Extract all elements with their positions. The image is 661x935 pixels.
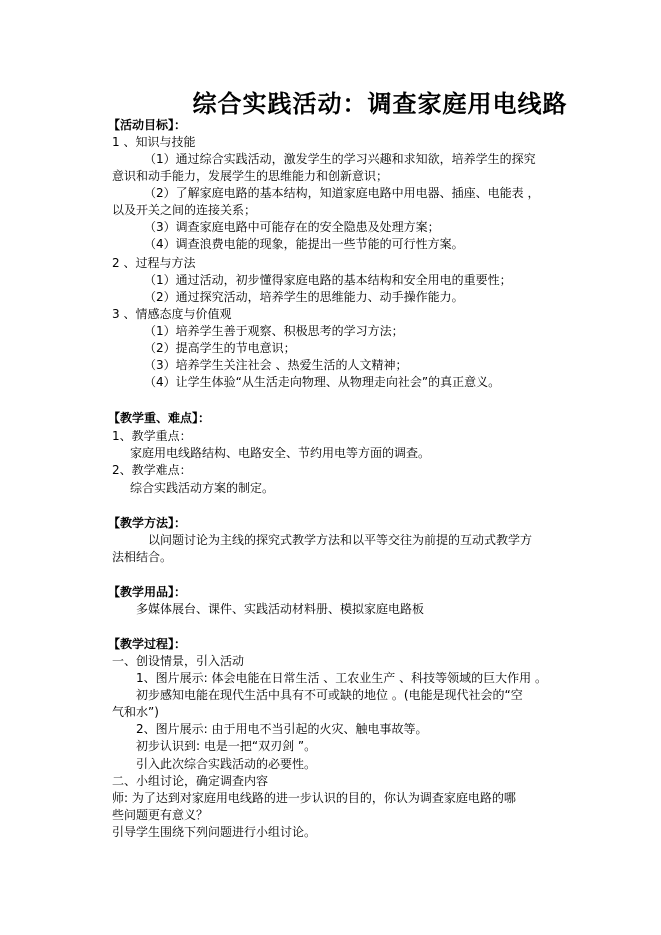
section-heading: 【教学重、难点】： [108, 411, 211, 425]
text-line: （1）通过活动，初步懂得家庭电路的基本结构和安全用电的重要性； [144, 273, 512, 287]
text-line: 1 、知识与技能 [112, 135, 196, 149]
text-line: 综合实践活动方案的制定。 [130, 481, 275, 495]
text-line: 1、图片展示: 体会电能在日常生活 、工农业生产 、科技等领域的巨大作用 。 [136, 671, 547, 685]
section-heading: 【教学过程】： [108, 637, 187, 651]
text-line: 一、创设情景，引入活动 [112, 654, 245, 668]
text-line: 2、教学难点： [112, 463, 192, 477]
text-line: 家庭用电线路结构、电路安全、节约用电等方面的调查。 [130, 446, 431, 460]
text-line: （1）培养学生善于观察、积极思考的学习方法； [144, 324, 404, 338]
text-line: 1、教学重点： [112, 429, 192, 443]
text-line: 引导学生围绕下列问题进行小组讨论。 [112, 825, 317, 839]
text-line: （1）通过综合实践活动，激发学生的学习兴趣和求知欲，培养学生的探究 [144, 152, 536, 166]
text-line: 意识和动手能力，发展学生的思维能力和创新意识； [112, 169, 389, 183]
text-line: （4）让学生体验“从生活走向物理、从物理走向社会”的真正意义。 [144, 375, 501, 389]
document-title: 综合实践活动：调查家庭用电线路 [192, 89, 568, 118]
text-line: 气和水”) [112, 705, 159, 719]
text-line: 多媒体展台、课件、实践活动材料册、模拟家庭电路板 [136, 602, 425, 616]
text-line: 以问题讨论为主线的探究式教学方法和以平等交往为前提的互动式教学方 [148, 533, 533, 547]
text-line: 2、图片展示: 由于用电不当引起的火灾、触电事故等。 [136, 722, 428, 736]
text-line: 引入此次综合实践活动的必要性。 [136, 757, 317, 771]
text-line: （3）调查家庭电路中可能存在的安全隐患及处理方案； [144, 220, 440, 234]
text-line: （2）通过探究活动，培养学生的思维能力、动手操作能力。 [144, 290, 464, 304]
text-line: 初步感知电能在现代生活中具有不可或缺的地位 。(电能是现代社会的“空 [136, 688, 523, 702]
text-line: （3）培养学生关注社会 、热爱生活的人文精神； [144, 358, 408, 372]
section-heading: 【活动目标】： [108, 118, 187, 132]
text-line: （2）了解家庭电路的基本结构，知道家庭电路中用电器、插座、电能表 ， [144, 186, 540, 200]
text-line: 2 、过程与方法 [112, 256, 196, 270]
text-line: （2）提高学生的节电意识； [144, 341, 296, 355]
text-line: 些问题更有意义？ [112, 808, 209, 822]
text-line: 师: 为了达到对家庭用电线路的进一步认识的目的，你认为调查家庭电路的哪 [112, 791, 516, 805]
text-line: 二、小组讨论，确定调查内容 [112, 774, 269, 788]
section-heading: 【教学方法】： [108, 516, 187, 530]
text-line: （4）调查浪费电能的现象，能提出一些节能的可行性方案。 [144, 237, 464, 251]
text-line: 3 、情感态度与价值观 [112, 307, 232, 321]
text-line: 初步认识到: 电是一把“双刃剑 ”。 [136, 739, 317, 753]
section-heading: 【教学用品】： [108, 585, 187, 599]
text-line: 法相结合。 [112, 550, 173, 564]
text-line: 以及开关之间的连接关系； [112, 203, 257, 217]
